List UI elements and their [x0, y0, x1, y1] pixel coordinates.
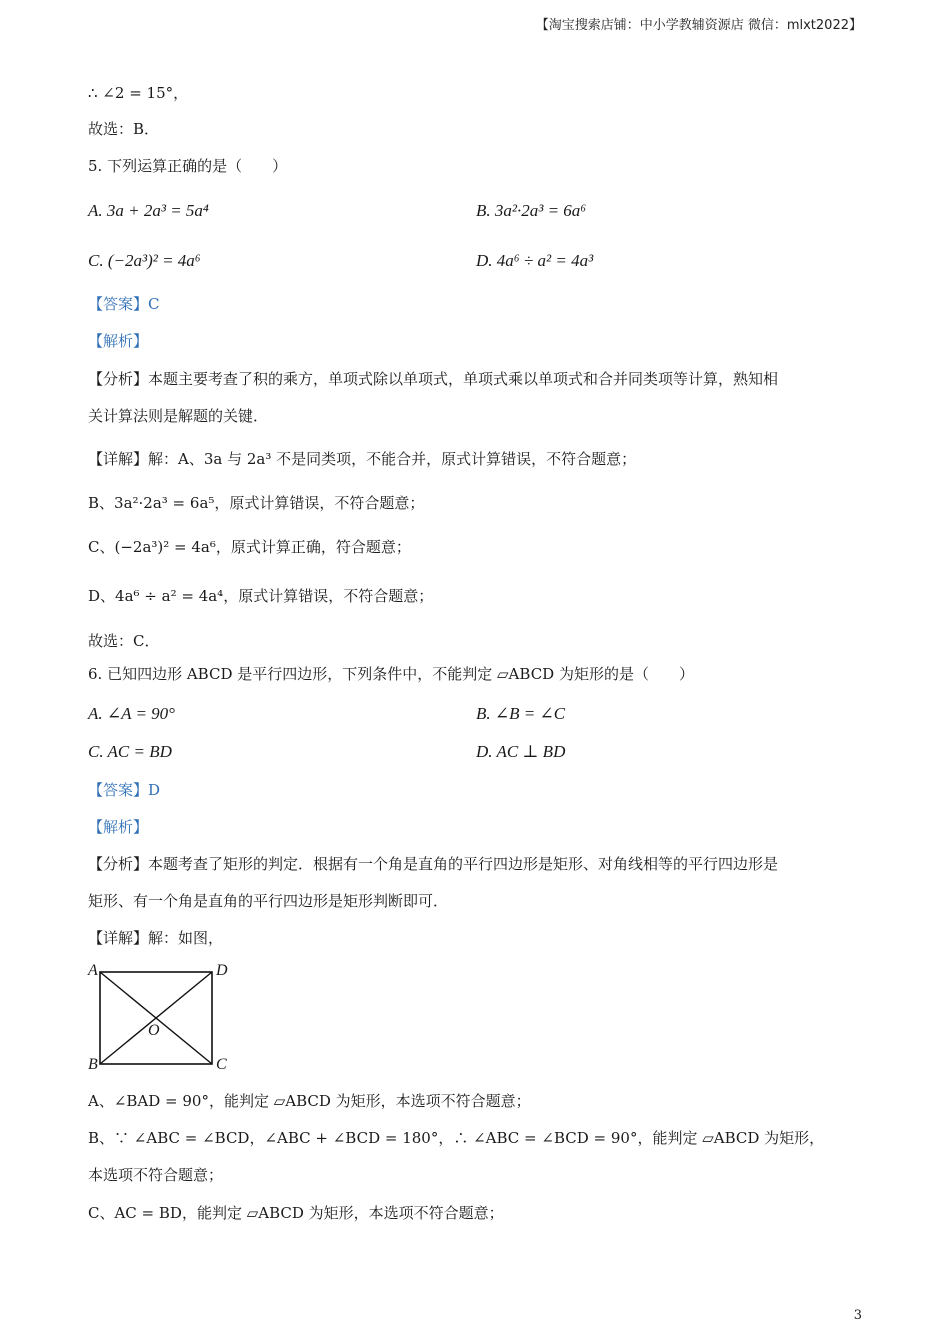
page-header: 【淘宝搜索店铺：中小学教辅资源店 微信：mlxt2022】	[535, 18, 862, 33]
q6-detail-a: A、∠BAD = 90°，能判定 ▱ABCD 为矩形，本选项不符合题意；	[88, 1092, 531, 1110]
q6-detail-b-2: 本选项不符合题意；	[88, 1166, 224, 1184]
q6-option-b: B. ∠B = ∠C	[476, 704, 566, 723]
q5-option-b: B. 3a²·2a³ = 6a⁶	[476, 201, 587, 220]
page-number: 3	[853, 1308, 862, 1323]
center-o-label: O	[148, 1022, 160, 1039]
q6-option-a: A. ∠A = 90°	[88, 704, 175, 723]
rectangle-figure	[86, 960, 236, 1074]
q5-analysis-1: 【分析】本题主要考查了积的乘方，单项式除以单项式，单项式乘以单项式和合并同类项等计算，熟知相	[88, 370, 779, 388]
vertex-a-label: A	[88, 962, 98, 979]
q5-detail-d: D、4a⁶ ÷ a² = 4a⁴，原式计算错误，不符合题意；	[88, 587, 434, 605]
question-6: 6. 已知四边形 ABCD 是平行四边形，下列条件中，不能判定 ▱ABCD 为矩形的是（ ）	[88, 665, 694, 683]
vertex-c-label: C	[216, 1056, 227, 1073]
q5-detail-b: B、3a²·2a³ = 6a⁵，原式计算错误，不符合题意；	[88, 494, 425, 512]
q6-answer: 【答案】D	[88, 781, 161, 799]
q5-answer: 【答案】C	[88, 295, 160, 313]
q6-detail-b-1: B、∵ ∠ABC = ∠BCD，∠ABC + ∠BCD = 180°，∴ ∠ABC = ∠BCD = 90°，能判定 ▱ABCD 为矩形，	[88, 1129, 825, 1147]
q5-detail: 【详解】解：A、3a 与 2a³ 不是同类项，不能合并，原式计算错误，不符合题意；	[88, 450, 637, 468]
q5-choose: 故选：C．	[88, 632, 160, 650]
q5-detail-c: C、(−2a³)² = 4a⁶，原式计算正确，符合题意；	[88, 538, 411, 556]
q6-analysis-1: 【分析】本题考查了矩形的判定．根据有一个角是直角的平行四边形是矩形、对角线相等的平行四边形是	[88, 855, 779, 873]
q6-analysis-heading: 【解析】	[88, 818, 149, 836]
q5-option-a: A. 3a + 2a³ = 5a⁴	[88, 201, 209, 220]
q6-option-d: D. AC ⊥ BD	[476, 742, 566, 761]
q5-option-c: C. (−2a³)² = 4a⁶	[88, 251, 201, 270]
q5-analysis-heading: 【解析】	[88, 332, 149, 350]
rectangle-diagram	[86, 960, 236, 1074]
therefore-line: ∴ ∠2 = 15°，	[88, 84, 189, 102]
vertex-d-label: D	[216, 962, 228, 979]
q5-analysis-2: 关计算法则是解题的关键．	[88, 407, 269, 425]
question-5: 5. 下列运算正确的是（ ）	[88, 157, 288, 175]
vertex-b-label: B	[88, 1056, 98, 1073]
q6-detail-c: C、AC = BD，能判定 ▱ABCD 为矩形，本选项不符合题意；	[88, 1204, 504, 1222]
choose-b-line: 故选：B．	[88, 120, 160, 138]
q6-option-c: C. AC = BD	[88, 742, 172, 761]
q5-option-d: D. 4a⁶ ÷ a² = 4a³	[476, 251, 594, 270]
q6-analysis-2: 矩形、有一个角是直角的平行四边形是矩形判断即可．	[88, 892, 449, 910]
q6-detail: 【详解】解：如图，	[88, 929, 224, 947]
